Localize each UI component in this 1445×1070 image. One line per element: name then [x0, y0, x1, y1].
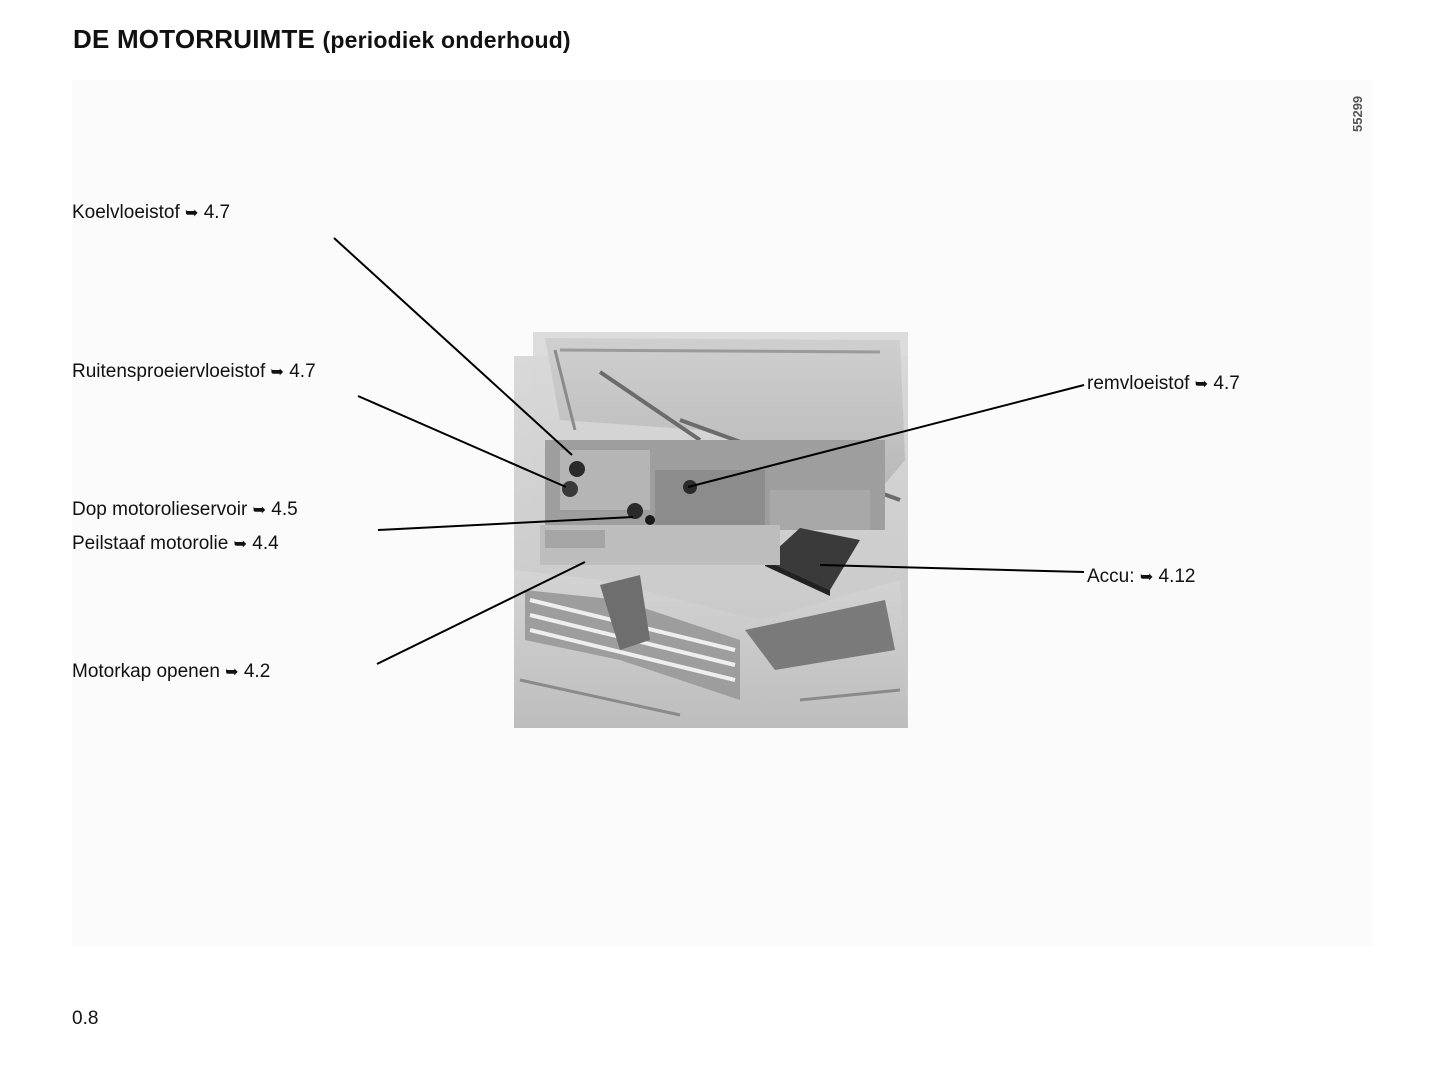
callout-oil-cap-ref: 4.5	[271, 499, 298, 520]
callout-arrow-icon: ➥	[252, 500, 266, 519]
callout-washer	[72, 361, 316, 383]
callout-dipstick-text: Peilstaaf motorolie	[72, 533, 229, 554]
callout-brake	[1087, 373, 1240, 395]
callout-battery-text: Accu:	[1087, 566, 1135, 587]
figure-reference-number: 55299	[1350, 95, 1365, 132]
callout-bonnet-text: Motorkap openen	[72, 661, 220, 682]
callout-arrow-icon: ➥	[233, 534, 247, 553]
engine-components	[545, 440, 885, 530]
callout-washer-text: Ruitensproeiervloeistof	[72, 361, 266, 382]
callout-brake-ref: 4.7	[1213, 373, 1240, 394]
page-title-sub: (periodiek onderhoud)	[322, 27, 571, 53]
callout-arrow-icon: ➥	[1139, 567, 1154, 586]
callout-bonnet	[72, 661, 270, 683]
page-number: 0.8	[72, 1008, 99, 1029]
callout-battery-ref: 4.12	[1158, 566, 1196, 587]
callout-coolant-ref: 4.7	[203, 202, 231, 223]
callout-arrow-icon: ➥	[1194, 374, 1209, 393]
callout-coolant	[72, 202, 230, 224]
front-cross-member	[540, 525, 780, 565]
callout-arrow-icon: ➥	[270, 362, 284, 381]
callout-oil-cap-text: Dop motorolieservoir	[72, 499, 248, 520]
callout-bonnet-ref: 4.2	[243, 661, 271, 682]
callout-arrow-icon: ➥	[185, 203, 199, 222]
callout-battery	[1087, 566, 1195, 588]
callout-coolant-text: Koelvloeistof	[72, 202, 180, 223]
page-title-main: DE MOTORRUIMTE	[73, 24, 316, 54]
callout-dipstick-ref: 4.4	[252, 533, 279, 554]
callout-brake-text: remvloeistof	[1087, 373, 1190, 394]
callout-washer-ref: 4.7	[289, 361, 316, 382]
callout-dipstick	[72, 533, 279, 555]
callout-oil-cap	[72, 499, 298, 521]
callout-arrow-icon: ➥	[225, 662, 239, 681]
